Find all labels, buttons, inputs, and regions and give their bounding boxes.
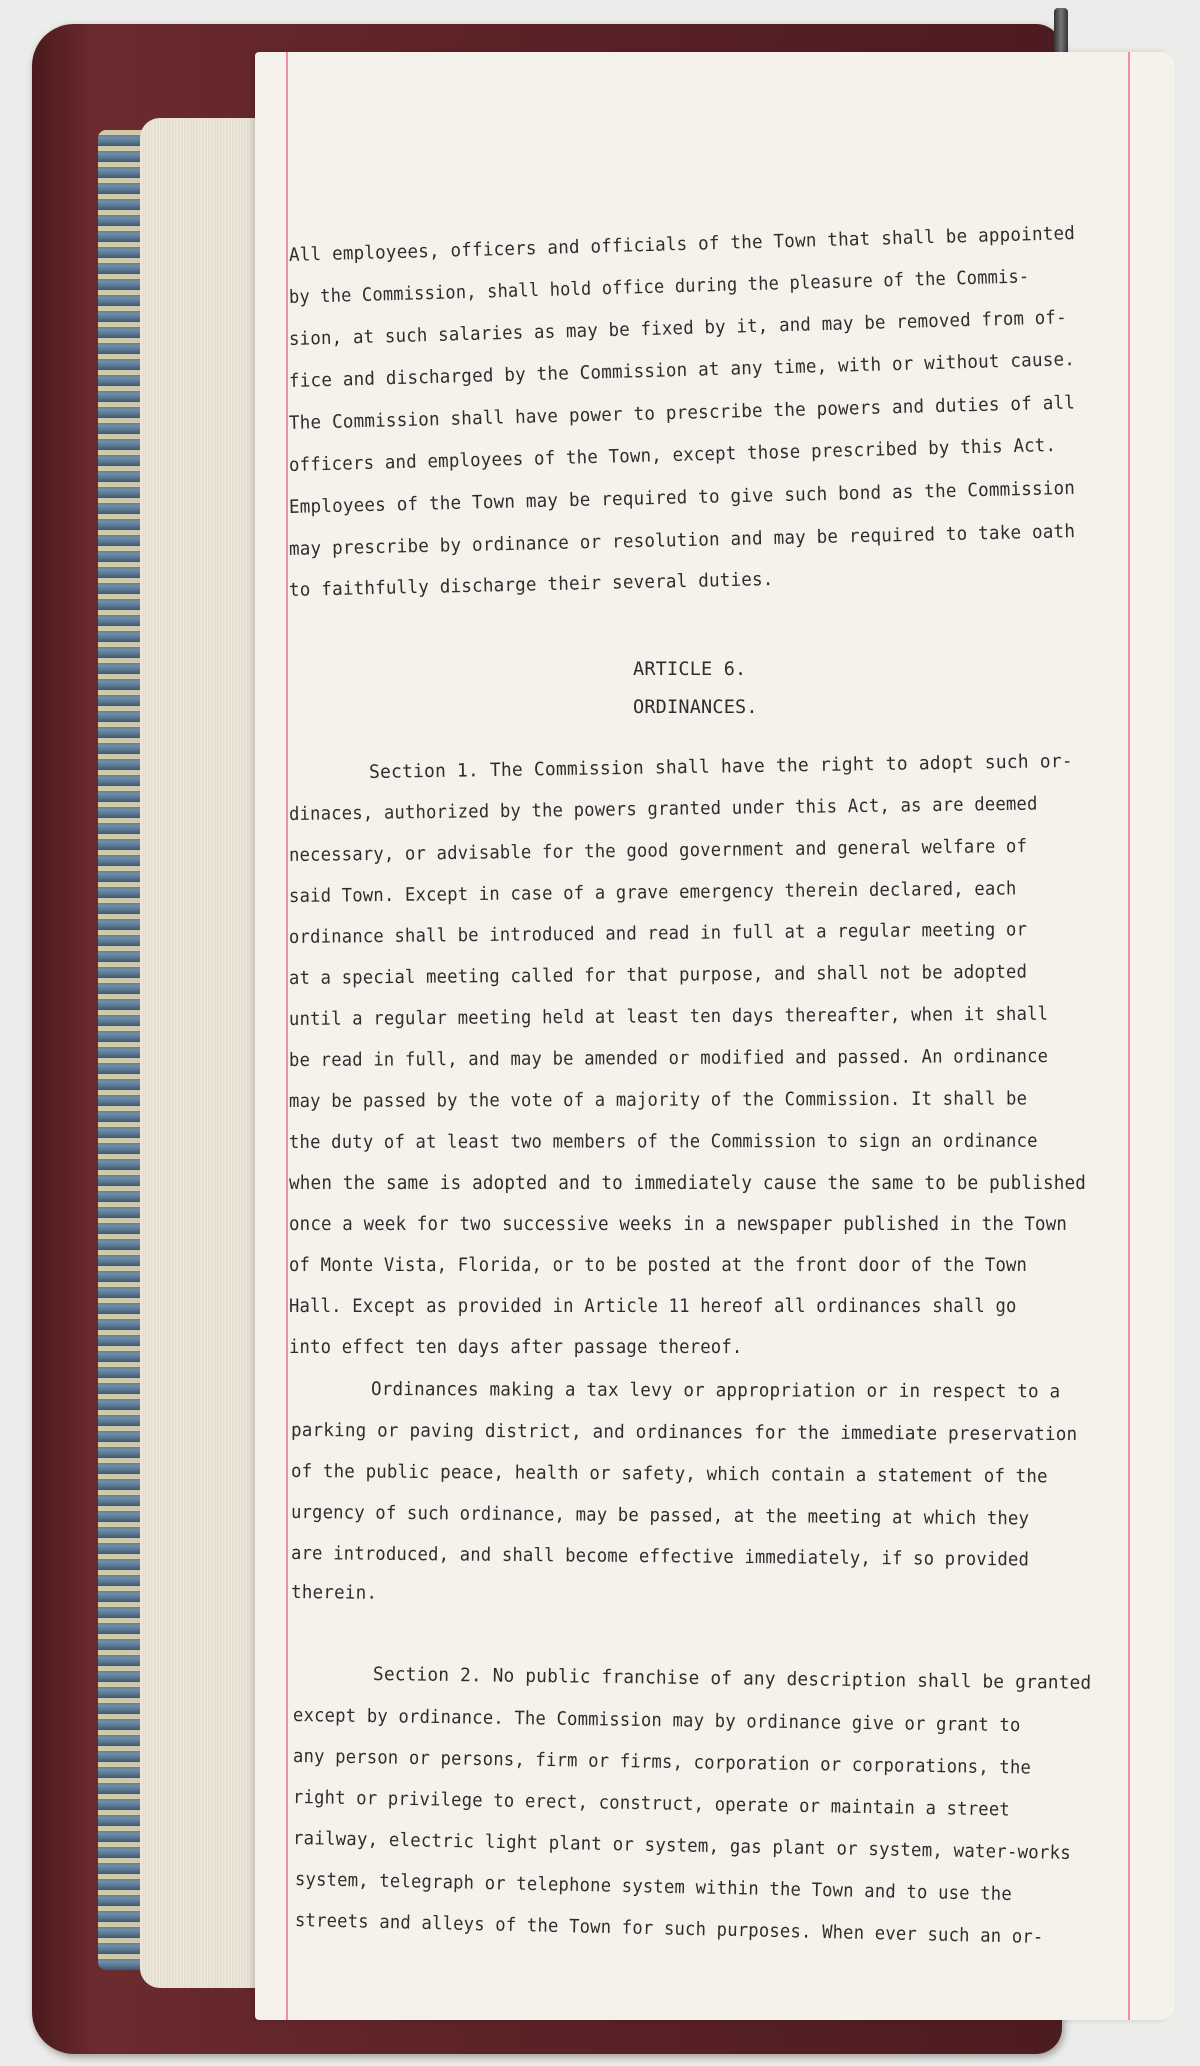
text-line: system, telegraph or telephone system within the Town and to use the [294,1869,1013,1906]
text-line: at a special meeting called for that purpose, and shall not be adopted [288,961,1028,989]
text-line: are introduced, and shall become effective immediately, if so provided [290,1543,1030,1571]
text-line: once a week for two successive weeks in a newspaper published in the Town [289,1214,1068,1235]
text-line: therein. [290,1582,378,1604]
text-line: Hall. Except as provided in Article 11 hereof all ordinances shall go [289,1296,1017,1317]
article-heading: ARTICLE 6. [633,659,747,680]
left-margin-line [286,52,288,2020]
text-line: Section 2. No public franchise of any description shall be granted [372,1664,1092,1694]
text-line: parking or paving district, and ordinances for the immediate preservation [290,1420,1078,1446]
text-line: ordinance shall be introduced and read in full at a regular meeting or [288,919,1028,948]
text-line: sion, at such salaries as may be fixed by it, and may be removed from of- [288,307,1068,350]
text-line: officers and employees of the Town, except those prescribed by this Act. [288,434,1057,476]
text-line: Section 1. The Commission shall have the right to adopt such or- [368,750,1073,783]
text-line: when the same is adopted and to immediately cause the same to be published [289,1173,1087,1194]
text-line: of Monte Vista, Florida, or to be posted at the front door of the Town [289,1255,1028,1276]
text-line: dinaces, authorized by the powers granted under this Act, as are deemed [288,793,1038,825]
ledger-page [255,52,1175,2020]
text-line: Ordinances making a tax levy or appropriation or in respect to a [370,1379,1061,1403]
text-line: The Commission shall have power to prescribe the powers and duties of all [288,392,1076,434]
text-line: may prescribe by ordinance or resolution and may be required to take oath [288,521,1076,560]
text-line: right or privilege to erect, construct, operate or maintain a street [292,1787,1011,1821]
text-line: be read in full, and may be amended or modified and passed. An ordinance [288,1046,1049,1071]
text-line: any person or persons, firm or firms, corporation or corporations, the [292,1746,1032,1779]
text-line: except by ordinance. The Commission may by ordinance give or grant to [292,1705,1021,1737]
text-line: by the Commission, shall hold office during the pleasure of the Commis- [288,266,1030,308]
text-line: Employees of the Town may be required to give such bond as the Commission [288,477,1076,518]
article-title: ORDINANCES. [633,697,758,718]
text-line: fice and discharged by the Commission at any time, with or without cause. [288,349,1076,392]
text-line: the duty of at least two members of the Commission to sign an ordinance [288,1130,1038,1153]
text-line: urgency of such ordinance, may be passed, at the meeting at which they [290,1502,1030,1530]
text-line: into effect ten days after passage thereof. [289,1337,743,1358]
text-line: until a regular meeting held at least ten days thereafter, when it shall [288,1003,1049,1030]
text-line: to faithfully discharge their several duties. [288,569,774,601]
text-line: necessary, or advisable for the good government and general welfare of [288,835,1028,866]
text-line: railway, electric light plant or system, gas plant or system, water-works [292,1828,1072,1864]
right-margin-line [1128,52,1130,2020]
text-line: All employees, officers and officials of the Town that shall be appointed [288,223,1076,266]
text-line: said Town. Except in case of a grave emergency therein declared, each [288,878,1017,907]
text-line: streets and alleys of the Town for such purposes. When ever such an or- [294,1910,1044,1948]
text-line: of the public peace, health or safety, which contain a statement of the [290,1461,1048,1488]
text-line: may be passed by the vote of a majority of the Commission. It shall be [288,1088,1028,1112]
